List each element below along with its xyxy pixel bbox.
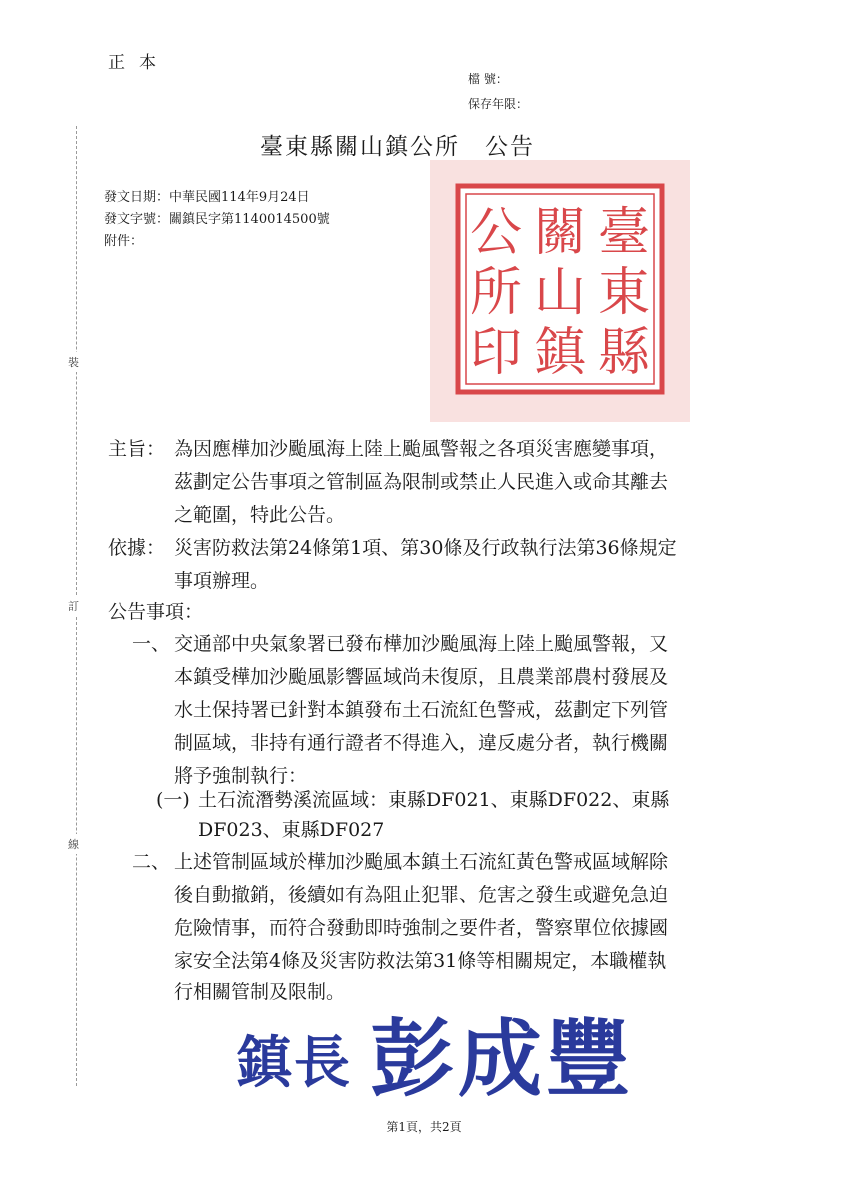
subject-line: 茲劃定公告事項之管制區為限制或禁止人民進入或命其離去 xyxy=(174,471,669,493)
item-line: 後自動撤銷，後續如有為阻止犯罪、危害之發生或避免急迫 xyxy=(174,884,669,906)
seal-char: 山 xyxy=(533,263,587,323)
document-title: 臺東縣關山鎮公所 公告 xyxy=(260,134,535,160)
item-number: 一、 xyxy=(132,633,171,655)
seal-char: 東 xyxy=(597,263,651,323)
basis-line: 事項辦理。 xyxy=(174,570,270,592)
item-line: 交通部中央氣象署已發布樺加沙颱風海上陸上颱風警報，又 xyxy=(174,633,669,655)
item-number: 二、 xyxy=(132,851,171,873)
item-line: 危險情事，而符合發動即時強制之要件者，警察單位依據國 xyxy=(174,917,669,939)
subject-line: 為因應樺加沙颱風海上陸上颱風警報之各項災害應變事項， xyxy=(174,438,669,460)
seal-char: 縣 xyxy=(597,323,651,383)
item-line: 制區域，非持有通行證者不得進入，違反處分者，執行機關 xyxy=(174,732,669,754)
sub-item-line: 土石流潛勢溪流區域：東縣DF021、東縣DF022、東縣 xyxy=(198,789,670,811)
seal-char: 鎮 xyxy=(533,323,587,383)
sub-item-number: (一) xyxy=(156,789,190,811)
signature-title: 鎮長 xyxy=(236,1030,352,1096)
notice-label: 公告事項： xyxy=(108,601,204,623)
basis-line: 災害防救法第24條第1項、第30條及行政執行法第36條規定 xyxy=(174,537,677,559)
basis-label: 依據： xyxy=(108,537,166,559)
official-seal xyxy=(430,160,690,422)
margin-mark-ding: 訂 xyxy=(68,596,79,616)
subject-line: 之範圍，特此公告。 xyxy=(174,504,346,526)
retention-period-label: 保存年限： xyxy=(468,97,529,111)
item-line: 本鎮受樺加沙颱風影響區域尚未復原，且農業部農村發展及 xyxy=(174,666,669,688)
item-line: 家安全法第4條及災害防救法第31條等相關規定，本職權執 xyxy=(174,950,667,972)
signature-name: 彭成豐 xyxy=(370,1009,635,1100)
seal-char: 所 xyxy=(469,263,523,323)
item-line: 將予強制執行： xyxy=(174,765,308,787)
copy-mark: 正本 xyxy=(108,53,170,73)
seal-char: 臺 xyxy=(597,203,651,263)
subject-label: 主旨： xyxy=(108,438,166,460)
mayor-signature-stamp xyxy=(230,1000,650,1100)
item-line: 行相關管制及限制。 xyxy=(174,981,346,1003)
archive-number-label: 檔 號： xyxy=(468,72,508,86)
seal-char: 公 xyxy=(469,203,523,263)
margin-mark-xian: 線 xyxy=(68,834,79,854)
issue-date: 發文日期：中華民國114年9月24日 xyxy=(104,190,310,205)
attachment-label: 附件： xyxy=(104,234,144,249)
page-number: 第1頁，共2頁 xyxy=(386,1120,462,1134)
seal-char: 關 xyxy=(533,203,587,263)
item-line: 上述管制區域於樺加沙颱風本鎮土石流紅黃色警戒區域解除 xyxy=(174,851,669,873)
seal-char: 印 xyxy=(469,323,523,383)
item-line: 水土保持署已針對本鎮發布土石流紅色警戒，茲劃定下列管 xyxy=(174,699,669,721)
sub-item-line: DF023、東縣DF027 xyxy=(198,819,385,841)
margin-mark-zhuang: 裝 xyxy=(68,352,79,372)
issue-reference-number: 發文字號：關鎮民字第1140014500號 xyxy=(104,212,330,227)
